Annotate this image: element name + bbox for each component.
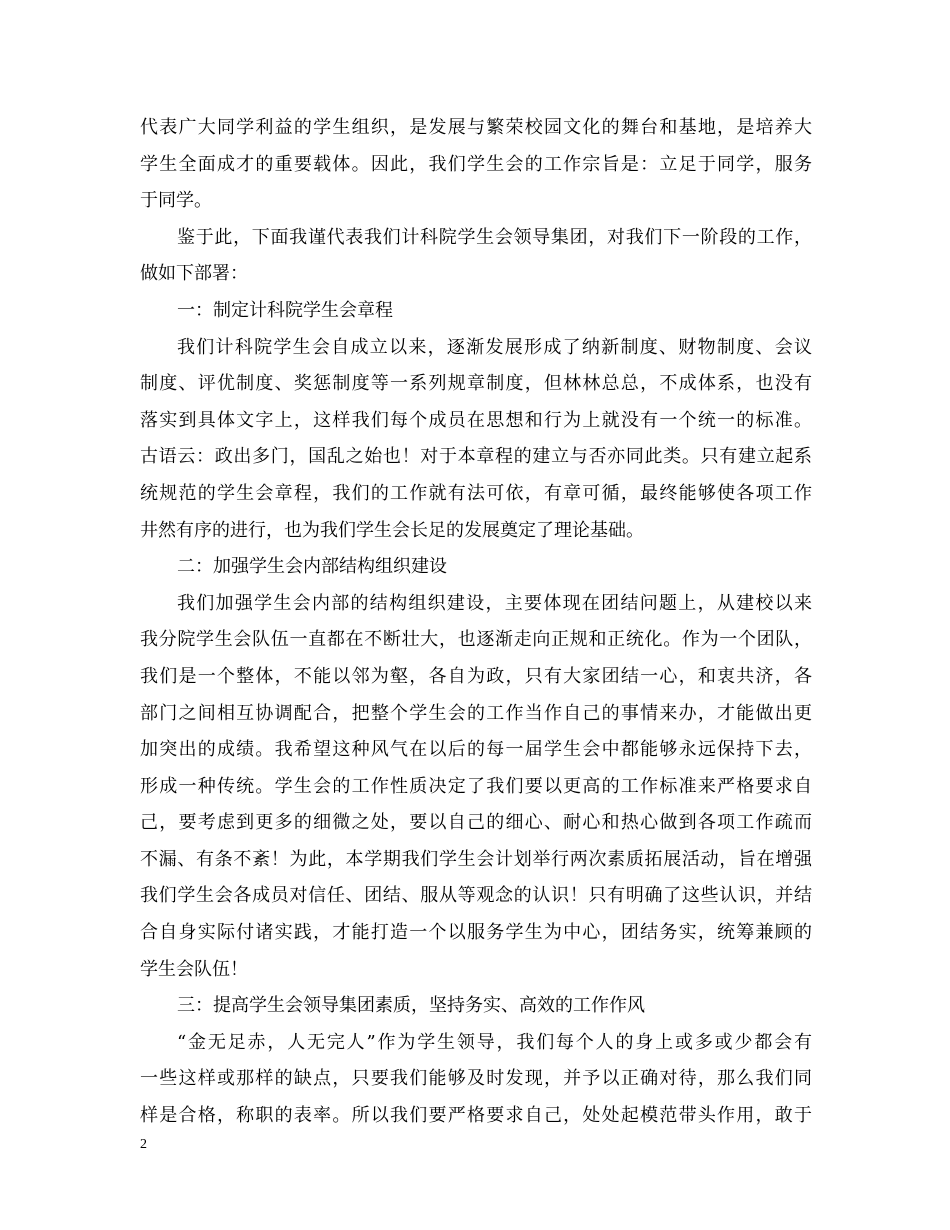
text-line: 学生会队伍！ [140,958,248,980]
text-line: 落实到具体文字上，这样我们每个成员在思想和行为上就没有一个统一的标准。 [140,409,812,431]
text-line: 我们学生会各成员对信任、团结、服从等观念的认识！只有明确了这些认识，并结 [140,885,812,907]
text-line: 井然有序的进行，也为我们学生会长足的发展奠定了理论基础。 [140,519,644,541]
body-text [140,110,812,1135]
text-line: 制度、评优制度、奖惩制度等一系列规章制度，但林林总总，不成体系，也没有 [140,373,812,395]
text-line: 做如下部署： [140,263,248,285]
text-line: 我们加强学生会内部的结构组织建设，主要体现在团结问题上，从建校以来 [177,592,812,614]
text-line: 加突出的成绩。我希望这种风气在以后的每一届学生会中都能够永远保持下去， [140,739,812,761]
text-line: 我们是一个整体，不能以邻为壑，各自为政，只有大家团结一心，和衷共济，各 [140,665,812,687]
text-line: 代表广大同学利益的学生组织，是发展与繁荣校园文化的舞台和基地，是培养大 [140,117,812,138]
text-line: 己，要考虑到更多的细微之处，要以自己的细心、耐心和热心做到各项工作疏而 [140,812,812,834]
text-line: “金无足赤，人无完人”作为学生领导，我们每个人的身上或多或少都会有 [177,1031,812,1053]
text-line: 我分院学生会队伍一直都在不断壮大，也逐渐走向正规和正统化。作为一个团队， [140,629,812,651]
text-line: 我们计科院学生会自成立以来，逐渐发展形成了纳新制度、财物制度、会议 [177,336,812,358]
section-heading: 三：提高学生会领导集团素质，坚持务实、高效的工作作风 [177,995,645,1017]
text-line: 合自身实际付诸实践，才能打造一个以服务学生为中心，团结务实，统筹兼顾的 [140,922,812,944]
text-line: 学生全面成才的重要载体。因此，我们学生会的工作宗旨是：立足于同学，服务 [140,153,812,175]
text-line: 古语云：政出多门，国乱之始也！对于本章程的建立与否亦同此类。只有建立起系 [140,446,812,468]
text-line: 于同学。 [140,190,212,212]
section-heading: 一：制定计科院学生会章程 [177,299,393,321]
text-line: 部门之间相互协调配合，把整个学生会的工作当作自己的事情来办，才能做出更 [140,702,812,724]
page-number: 2 [140,1137,147,1152]
text-line: 鉴于此，下面我谨代表我们计科院学生会领导集团，对我们下一阶段的工作， [177,226,812,248]
text-line: 统规范的学生会章程，我们的工作就有法可依，有章可循，最终能够使各项工作 [140,482,812,504]
text-line: 一些这样或那样的缺点，只要我们能够及时发现，并予以正确对待，那么我们同 [140,1068,812,1090]
text-line: 形成一种传统。学生会的工作性质决定了我们要以更高的工作标准来严格要求自 [140,775,812,797]
section-heading: 二：加强学生会内部结构组织建设 [177,556,447,578]
text-line: 样是合格，称职的表率。所以我们要严格要求自己，处处起模范带头作用，敢于 [140,1105,812,1127]
text-line: 不漏、有条不紊！为此，本学期我们学生会计划举行两次素质拓展活动，旨在增强 [140,848,812,870]
